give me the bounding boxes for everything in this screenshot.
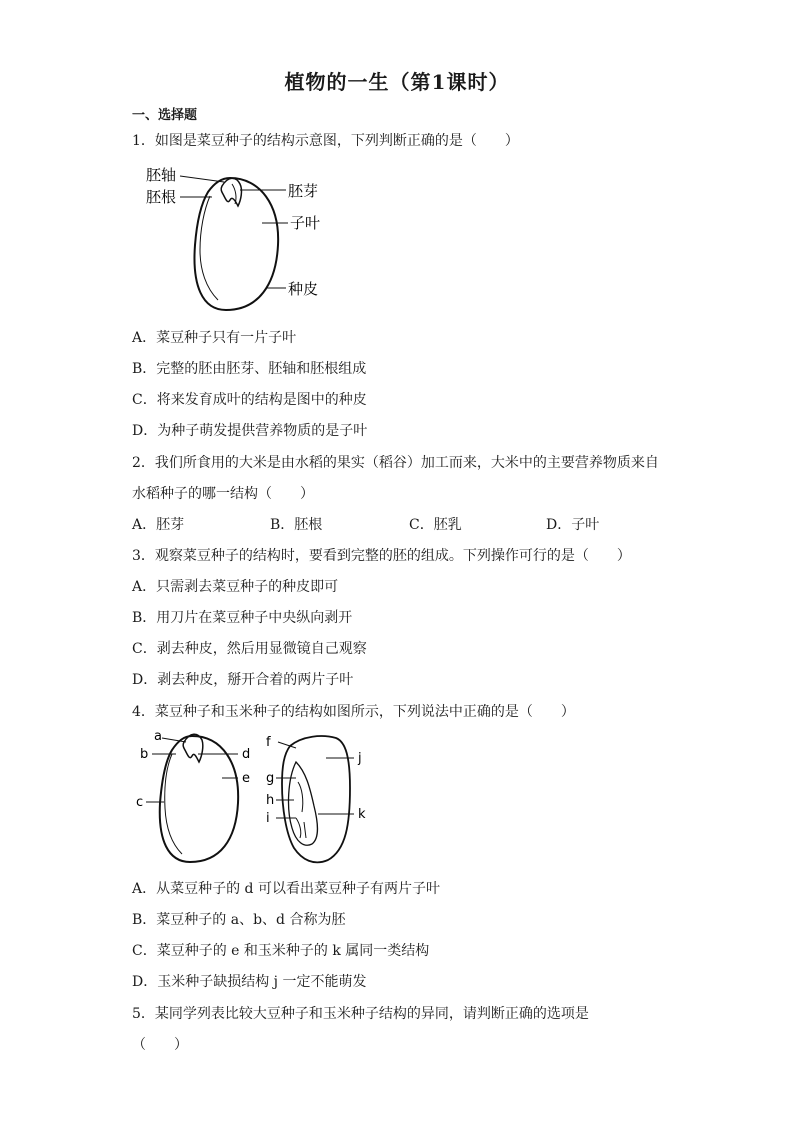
page-title: 植物的一生（第1课时）	[284, 70, 510, 94]
label-cotyledon: 子叶	[290, 214, 321, 232]
corn-label-h: h	[266, 793, 275, 808]
bean-label-b: b	[140, 747, 149, 762]
q4-option-b: B．菜豆种子的 a、b、d 合称为胚	[132, 912, 346, 928]
q1-stem: 1．如图是菜豆种子的结构示意图，下列判断正确的是（ ）	[132, 133, 519, 149]
q1-option-c: C．将来发育成叶的结构是图中的种皮	[132, 392, 367, 408]
label-coat: 种皮	[288, 280, 319, 298]
label-radicle: 胚根	[146, 188, 177, 206]
section-heading: 一、选择题	[132, 108, 198, 123]
bean-seed-figure-1	[140, 160, 340, 320]
q4-option-a: A．从菜豆种子的 d 可以看出菜豆种子有两片子叶	[132, 881, 440, 897]
q4-option-c: C．菜豆种子的 e 和玉米种子的 k 属同一类结构	[132, 943, 430, 959]
corn-seed-outline	[282, 736, 350, 862]
bean-label-c: c	[136, 795, 144, 810]
embryo-shape	[221, 178, 241, 206]
bean-label-d: d	[242, 747, 251, 762]
q2-option-c: C．胚乳	[409, 517, 462, 533]
corn-label-f: f	[266, 735, 271, 750]
corn-seed-figure	[262, 728, 382, 868]
label-plumule: 胚芽	[288, 182, 319, 200]
q3-option-c: C．剥去种皮，然后用显微镜自己观察	[132, 641, 367, 657]
q1-option-a: A．菜豆种子只有一片子叶	[132, 330, 297, 346]
q1-option-d: D．为种子萌发提供营养物质的是子叶	[132, 423, 368, 439]
q5-stem-line2: （ ）	[132, 1037, 188, 1053]
q3-option-a: A．只需剥去菜豆种子的种皮即可	[132, 579, 339, 595]
bean-seed-inner-curve-2	[165, 754, 182, 854]
q4-stem: 4．菜豆种子和玉米种子的结构如图所示，下列说法中正确的是（ ）	[132, 704, 575, 720]
corn-embryo-detail	[296, 782, 306, 838]
label-axis: 胚轴	[146, 166, 177, 184]
plumule-leaf	[232, 184, 236, 204]
q3-option-b: B．用刀片在菜豆种子中央纵向剥开	[132, 610, 353, 626]
bean-seed-figure-2	[132, 728, 262, 868]
q2-option-d: D．子叶	[546, 517, 600, 533]
bean-label-e: e	[242, 771, 250, 786]
q1-option-b: B．完整的胚由胚芽、胚轴和胚根组成	[132, 361, 367, 377]
q2-option-a: A．胚芽	[132, 517, 185, 533]
corn-label-j: j	[358, 751, 362, 766]
corn-label-k: k	[358, 807, 366, 822]
q5-stem-line1: 5．某同学列表比较大豆种子和玉米种子结构的异同，请判断正确的选项是	[132, 1006, 589, 1022]
q2-option-b: B．胚根	[270, 517, 323, 533]
bean-label-a: a	[154, 729, 162, 744]
q3-stem: 3．观察菜豆种子的结构时，要看到完整的胚的组成。下列操作可行的是（ ）	[132, 548, 631, 564]
embryo-shape-2	[183, 734, 203, 762]
bean-seed-inner-curve	[200, 196, 218, 300]
q3-option-d: D．剥去种皮，掰开合着的两片子叶	[132, 672, 354, 688]
corn-label-i: i	[266, 811, 270, 826]
q4-option-d: D．玉米种子缺损结构 j 一定不能萌发	[132, 974, 367, 990]
corn-label-g: g	[266, 771, 275, 786]
q2-stem-line2: 水稻种子的哪一结构（ ）	[132, 486, 314, 502]
q2-stem-line1: 2．我们所食用的大米是由水稻的果实（稻谷）加工而来，大米中的主要营养物质来自	[132, 455, 659, 471]
